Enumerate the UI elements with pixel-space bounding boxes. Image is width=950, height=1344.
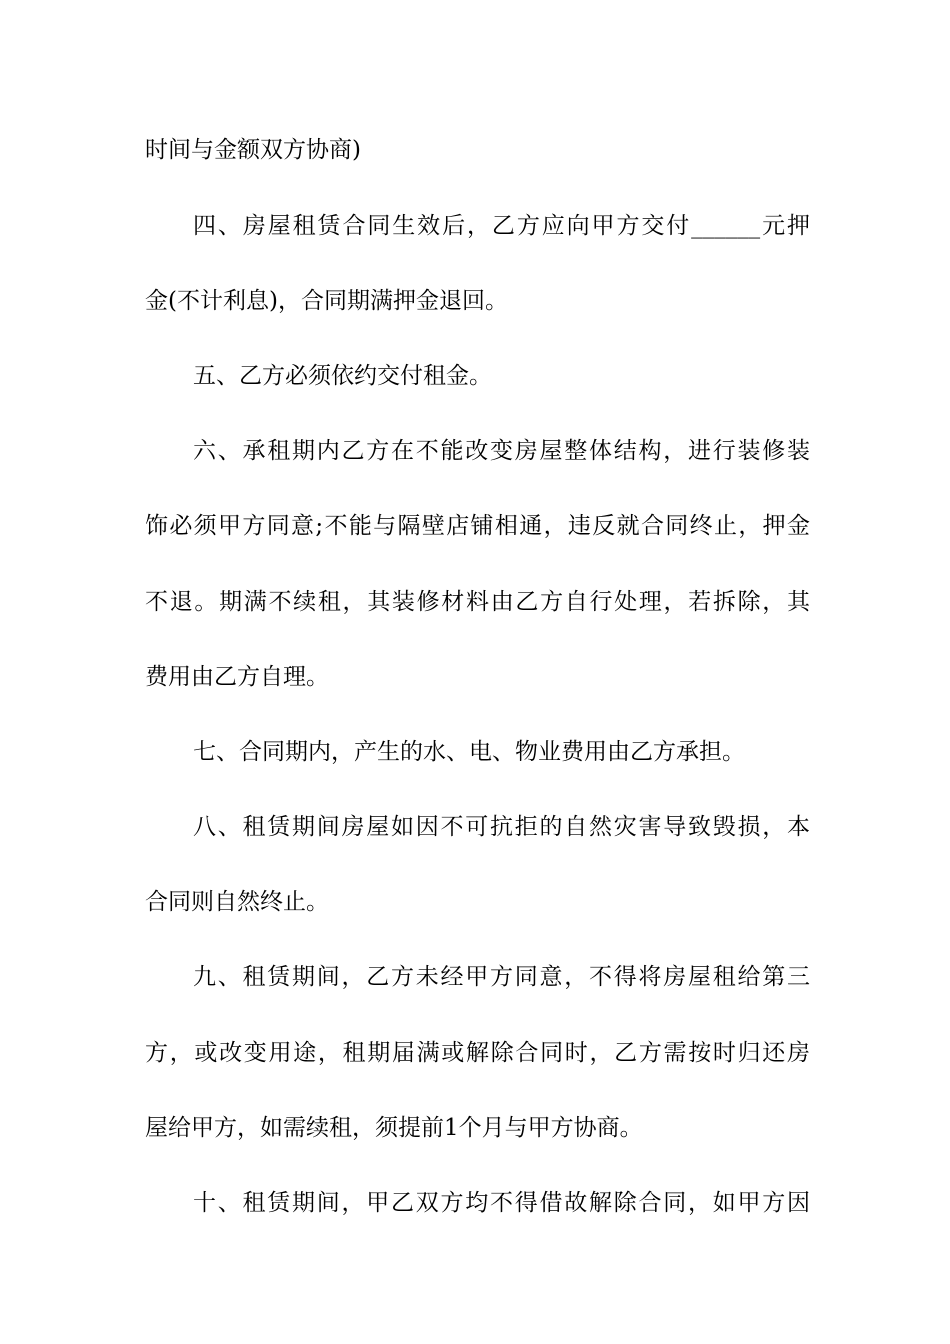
clause-7-line-1: 七、合同期内，产生的水、电、物业费用由乙方承担。 bbox=[193, 739, 745, 765]
clause-8-line-1: 八、租赁期间房屋如因不可抗拒的自然灾害导致毁损，本 bbox=[193, 814, 810, 840]
clause-9-line-3: 屋给甲方，如需续租，须提前1个月与甲方协商。 bbox=[145, 1115, 643, 1141]
clause-4-line-1: 四、房屋租赁合同生效后，乙方应向甲方交付______元押 bbox=[193, 213, 810, 239]
clause-8-line-2: 合同则自然终止。 bbox=[145, 889, 329, 915]
clause-4-line-2: 金(不计利息)，合同期满押金退回。 bbox=[145, 288, 508, 314]
clause-6-line-4: 费用由乙方自理。 bbox=[145, 664, 329, 690]
clause-9-line-2: 方，或改变用途，租期届满或解除合同时，乙方需按时归还房 bbox=[145, 1040, 810, 1066]
clause-9-line-1: 九、租赁期间，乙方未经甲方同意，不得将房屋租给第三 bbox=[193, 964, 810, 990]
clause-10-line-1: 十、租赁期间，甲乙双方均不得借故解除合同，如甲方因 bbox=[193, 1190, 810, 1216]
clause-6-line-1: 六、承租期内乙方在不能改变房屋整体结构，进行装修装 bbox=[193, 438, 810, 464]
clause-6-line-3: 不退。期满不续租，其装修材料由乙方自行处理，若拆除，其 bbox=[145, 589, 810, 615]
clause-5-line-1: 五、乙方必须依约交付租金。 bbox=[193, 363, 492, 389]
clause-6-line-2: 饰必须甲方同意;不能与隔壁店铺相通，违反就合同终止，押金 bbox=[145, 513, 810, 539]
text-line-continuation: 时间与金额双方协商) bbox=[145, 137, 361, 163]
